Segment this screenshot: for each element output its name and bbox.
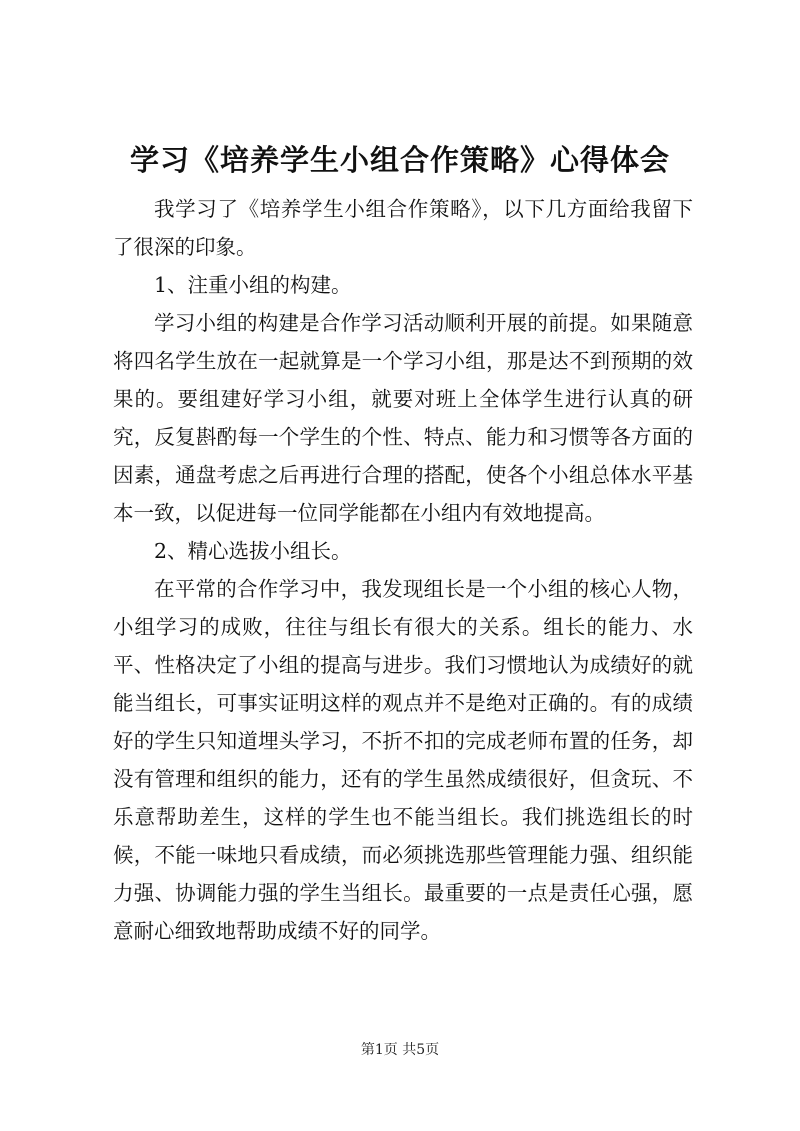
section-heading-1: 1、注重小组的构建。 — [154, 273, 352, 297]
paragraph-section-2: 在平常的合作学习中，我发现组长是一个小组的核心人物，小组学习的成败，往往与组长有很大的关系。组长的能力、水平、性格决定了小组的提高与进步。我们习惯地认为成绩好的就能当组长，可事实证明这样的观点并不是绝对正确的。有的成绩好的学生只知道埋头学习，不折不扣的完成老师布置的任务，却没有管理和组织的能力，还有的学生虽然成绩很好，但贪玩、不乐意帮助差生，这样的学生也不能当组长。我们挑选组长的时候，不能一味地只看成绩，而必须挑选那些管理能力强、组织能力强、协调能力强的学生当组长。最重要的一点是责任心强，愿意耐心细致地帮助成绩不好的同学。 — [113, 577, 693, 943]
page-footer: 第1页 共5页 — [360, 1042, 440, 1058]
document-title: 学习《培养学生小组合作策略》心得体会 — [129, 143, 670, 177]
document-body — [113, 190, 693, 950]
section-heading-2: 2、精心选拔小组长。 — [154, 539, 352, 563]
paragraph-intro: 我学习了《培养学生小组合作策略》，以下几方面给我留下了很深的印象。 — [113, 197, 693, 259]
paragraph-section-1: 学习小组的构建是合作学习活动顺利开展的前提。如果随意将四名学生放在一起就算是一个学习小组，那是达不到预期的效果的。要组建好学习小组，就要对班上全体学生进行认真的研究，反复斟酌每一个学生的个性、特点、能力和习惯等各方面的因素，通盘考虑之后再进行合理的搭配，使各个小组总体水平基本一致，以促进每一位同学能都在小组内有效地提高。 — [113, 311, 693, 525]
